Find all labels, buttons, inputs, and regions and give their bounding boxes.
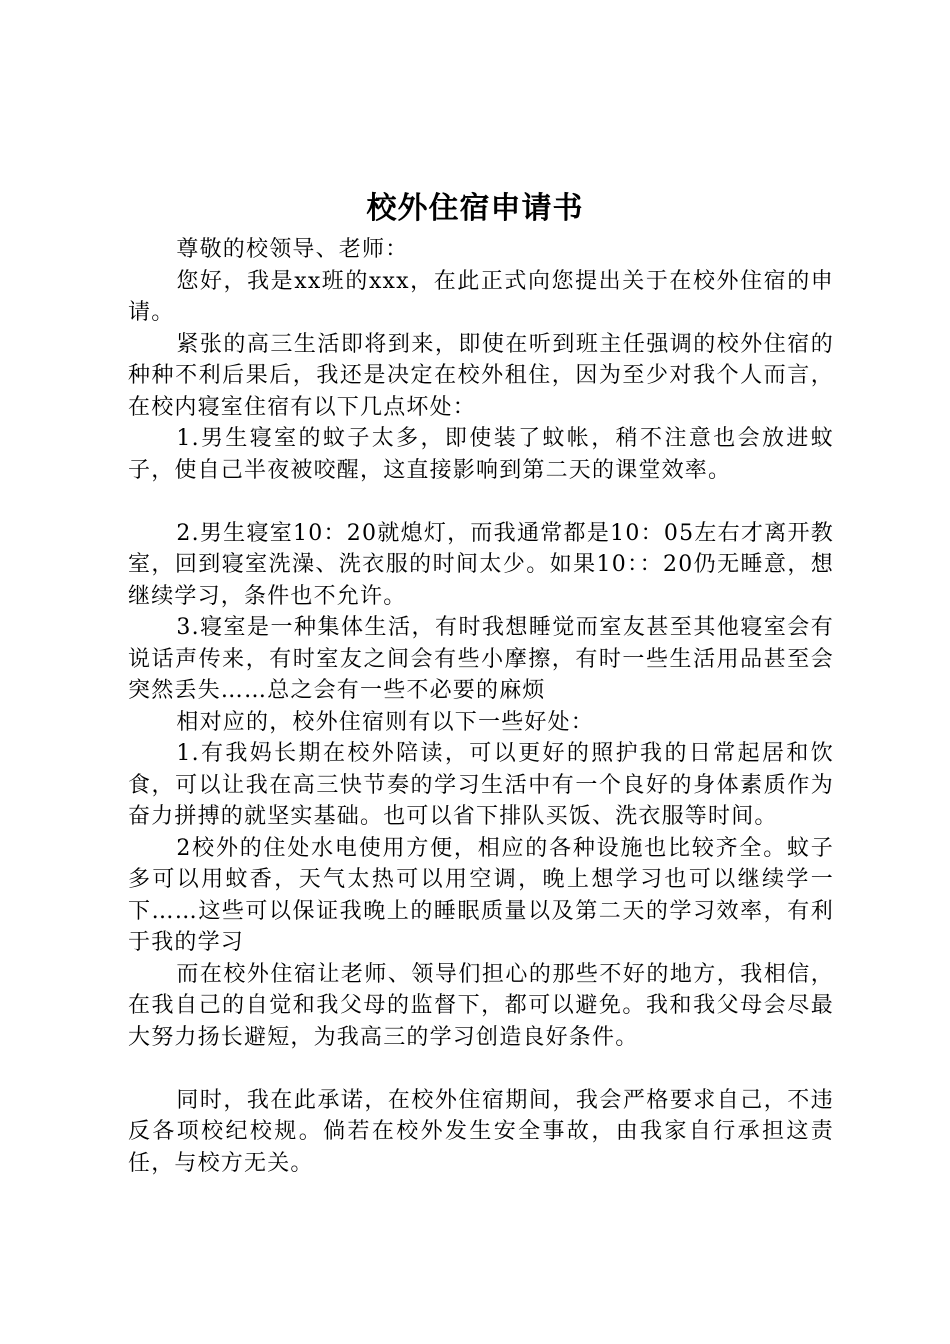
benefits-intro: 相对应的，校外住宿则有以下一些好处： xyxy=(176,709,594,735)
salutation: 尊敬的校领导、老师： xyxy=(176,237,409,262)
document-body xyxy=(128,234,834,1179)
assurance-paragraph: 而在校外住宿让老师、领导们担心的那些不好的地方，我相信，在我自己的自觉和我父母的监督下，都可以避免。我和我父母会尽最大努力扬长避短，为我高三的学习创造良好条件。 xyxy=(128,961,834,1050)
benefit-item-2: 2校外的住处水电使用方便，相应的各种设施也比较齐全。蚊子多可以用蚊香，天气太热可以用空调，晚上想学习也可以继续学一下……这些可以保证我晚上的睡眠质量以及第二天的学习效率，有利于我的学习 xyxy=(128,835,834,955)
drawback-item-2: 2.男生寝室10：20就熄灯，而我通常都是10：05左右才离开教室，回到寝室洗澡、洗衣服的时间太少。如果10：：20仍无睡意，想继续学习，条件也不允许。 xyxy=(128,520,834,609)
document-title: 校外住宿申请书 xyxy=(366,191,584,226)
greeting-paragraph: 您好，我是xx班的xxx，在此正式向您提出关于在校外住宿的申请。 xyxy=(128,268,834,325)
context-paragraph: 紧张的高三生活即将到来，即使在听到班主任强调的校外住宿的种种不利后果后，我还是决定在校外租住，因为至少对我个人而言，在校内寝室住宿有以下几点坏处： xyxy=(128,331,834,420)
drawback-item-3: 3.寝室是一种集体生活，有时我想睡觉而室友甚至其他寝室会有说话声传来，有时室友之间会有些小摩擦，有时一些生活用品甚至会突然丢失……总之会有一些不必要的麻烦 xyxy=(128,615,834,703)
drawback-item-1: 1.男生寝室的蚊子太多，即使装了蚊帐，稍不注意也会放进蚊子，使自己半夜被咬醒，这直接影响到第二天的课堂效率。 xyxy=(128,426,834,483)
commitment-paragraph: 同时，我在此承诺，在校外住宿期间，我会严格要求自己，不违反各项校纪校规。倘若在校外发生安全事故，由我家自行承担这责任，与校方无关。 xyxy=(128,1087,834,1176)
benefit-item-1: 1.有我妈长期在校外陪读，可以更好的照护我的日常起居和饮食，可以让我在高三快节奏的学习生活中有一个良好的身体素质作为奋力拼搏的就坚实基础。也可以省下排队买饭、洗衣服等时间。 xyxy=(128,741,834,829)
